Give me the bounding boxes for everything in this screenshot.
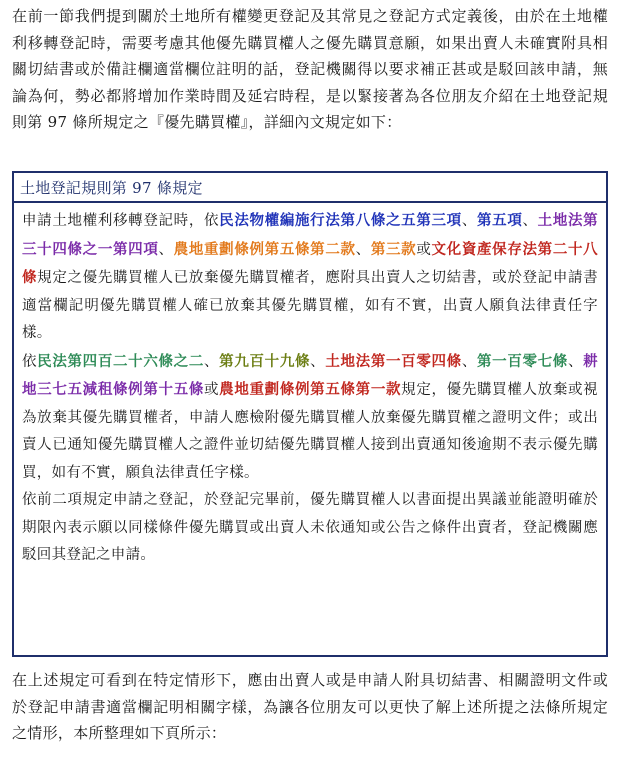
rule-text: 規定，優先購買權人放棄或視為放棄其優先購買權者，申請人應檢附優先購買權人放棄優先購買權之證明文件；或出賣人已通知優先購買權人之證件並切結優先購買權人接到出賣通知後逾期不表示優先購買，如有不實，願負法律責任字樣。 (22, 382, 598, 481)
rule-box-body (14, 203, 606, 570)
law-reference: 文化資產保存法第二十八條 (22, 240, 598, 286)
law-reference: 耕地三七五減租條例第十五條 (22, 352, 598, 398)
separator: 、 (461, 353, 477, 370)
separator: 、 (461, 213, 477, 229)
rule-text: 規定之優先購買權人已放棄優先購買權者，應附具出賣人之切結書，或於登記申請書適當欄記明優先購買權人確已放棄其優先購買權，如有不實，出賣人願負法律責任字樣。 (22, 270, 598, 341)
law-reference: 民法第四百二十六條之二 (37, 352, 204, 370)
rule-box-title: 土地登記規則第 97 條規定 (14, 173, 606, 203)
separator: 、 (522, 213, 538, 229)
law-reference: 第一百零七條 (476, 352, 568, 370)
law-reference: 第五項 (477, 212, 523, 229)
law-reference: 土地法第一百零四條 (325, 352, 462, 370)
rule-paragraph-1 (22, 207, 598, 348)
separator: 或 (204, 382, 220, 398)
law-reference: 農地重劃條例第五條第一款 (219, 381, 402, 398)
intro-paragraph: 在前一節我們提到關於土地所有權變更登記及其常見之登記方式定義後，由於在土地權利移轉登記時，需要考慮其他優先購買權人之優先購買意願，如果出賣人未確實附具相關切結書或於備註欄適當欄位註明的話，登記機關得以要求補正甚或是駁回該申請，無論為何，勢必都將增加作業時間及延宕時程，是以緊接著為各位朋友介紹在土地登記規則第 97 條所規定之『優先購買權』，詳細內文規定如下： (12, 7, 608, 131)
outro-paragraph: 在上述規定可看到在特定情形下，應由出賣人或是申請人附具切結書、相關證明文件或於登記申請書適當欄記明相關字樣，為讓各位朋友可以更快了解上述所提之法條所規定之情形，本所整理如下頁所示： (12, 671, 608, 742)
rule-paragraph-3: 依前二項規定申請之登記，於登記完畢前，優先購買權人以書面提出異議並能證明確於期限內表示願以同樣條件優先購買或出賣人未依通知或公告之條件出賣者，登記機關應駁回其登記之申請。 (22, 492, 598, 563)
separator: 、 (355, 241, 371, 258)
law-reference: 農地重劃條例第五條第二款 (173, 240, 356, 258)
separator: 、 (158, 241, 174, 258)
rule-paragraph-2 (22, 348, 598, 488)
law-reference: 民法物權編施行法第八條之五第三項 (219, 212, 462, 229)
rule-text: 申請土地權利移轉登記時，依 (22, 213, 220, 229)
law-reference: 土地法第三十四條之一第四項 (22, 212, 598, 258)
rule-box (12, 171, 608, 657)
law-reference: 第九百十九條 (219, 352, 311, 370)
rule-text: 依 (22, 353, 38, 370)
separator: 、 (203, 353, 220, 370)
separator: 、 (567, 353, 584, 370)
law-reference: 第三款 (370, 240, 417, 258)
separator: 或 (416, 241, 432, 258)
separator: 、 (310, 353, 326, 370)
